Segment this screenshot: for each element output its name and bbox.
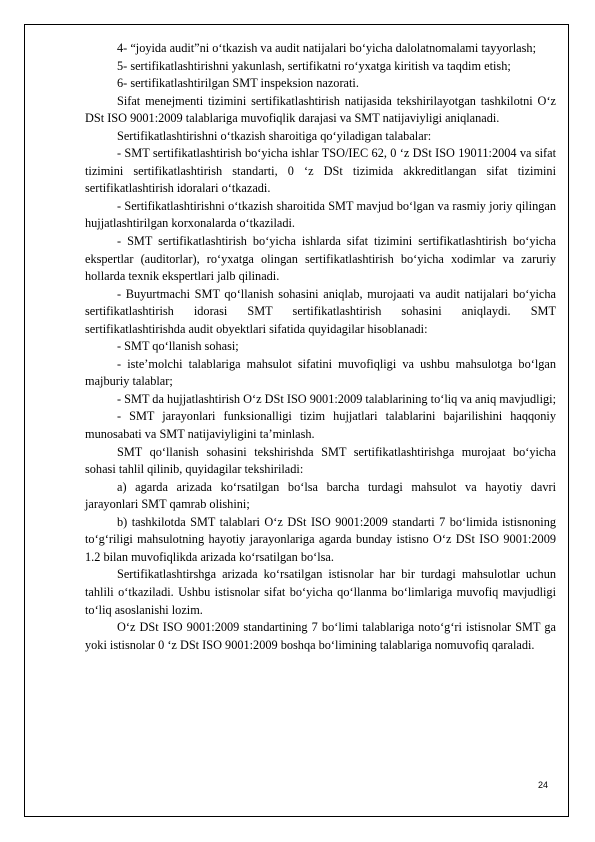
paragraph-requirements-intro: Sertifikatlashtirishni o‘tkazish sharoitiga qo‘yiladigan talabalar: (117, 128, 432, 143)
paragraph-check-b: b) tashkilotda SMT talablari O‘z DSt ISO 9001:2009 standarti 7 bo‘limida istisnoning to‘g‘riligi mahsulotning hayotiy jarayonlariga agarda bunday istisno O‘z DSt ISO 9001:2009 1.2 bilan muvofiqlikda arizada ko‘rsatilgan bo‘lsa. (85, 514, 556, 564)
paragraph-exclusions-nonconformity: O‘z DSt ISO 9001:2009 standartining 7 bo‘limi talablariga noto‘g‘ri istisnolar SMT ga yoki istisnolar 0 ‘z DSt ISO 9001:2009 boshqa bo‘limining talablariga nomuvofiq qaraladi. (85, 620, 556, 652)
paragraph-certification-result: Sifat menejmenti tizimini sertifikatlashtirish natijasida tekshirilayotgan tashkilotni O‘z DSt ISO 9001:2009 talablariga muvofiqlik darajasi va SMT natijaviyligi aniqlanadi. (85, 93, 556, 126)
paragraph-audit-object-processes: - SMT jarayonlari funksionalligi tizim hujjatlari talablarini bajarilishini haqqoniy munosabati va SMT natijaviyligini ta’minlash. (85, 409, 556, 442)
paragraph-requirement-scope: - Buyurtmachi SMT qo‘llanish sohasini aniqlab, murojaati va audit natijalari bo‘yicha sertifikatlashtirish idorasi SMT sertifikatlashtirish sohasini aniqlaydi. SMT sertifikatlashtirishda audit obyektlari sifatida quyidagilar hisoblanadi: (85, 286, 556, 336)
paragraph-audit-object-consumer: - iste’molchi talablariga mahsulot sifatini muvofiqligi va ushbu mahsulotga bo‘lgan majburiy talablar; (85, 356, 556, 389)
page-number: 24 (538, 780, 549, 790)
paragraph-requirement-enterprises: - Sertifikatlashtirishni o‘tkazish sharoitida SMT mavjud bo‘lgan va rasmiy joriy qilingan hujjatlashtirilgan korxonalarda o‘tkaziladi. (85, 198, 556, 231)
document-body (85, 40, 556, 654)
paragraph-exclusions-analysis: Sertifikatlashtirshga arizada ko‘rsatilgan istisnolar har bir turdagi mahsulotlar uchun tahlili o‘tkaziladi. Ushbu istisnolar sifat bo‘yicha qo‘llanma bo‘limlariga muvofiq mavjudligi to‘liq asoslanishi lozim. (85, 567, 556, 617)
paragraph-requirement-bodies: - SMT sertifikatlashtirish bo‘yicha ishlar TSO/IEC 62, 0 ‘z DSt ISO 19011:2004 va sifat tizimini sertifikatlashtirish standarti, 0 ‘z DSt tizimida akkreditlangan sifat tizimini sertifikatlashtirish idoralari o‘tkazadi. (85, 146, 556, 196)
paragraph-audit-object-documentation: - SMT da hujjatlashtirish O‘z DSt ISO 9001:2009 talablarining to‘liq va aniq mavjudligi; (117, 391, 556, 406)
paragraph-requirement-experts: - SMT sertifikatlashtirish bo‘yicha ishlarda sifat tizimini sertifikatlashtirish bo‘yicha ekspertlar (auditorlar), ro‘yxatga olingan sertifikatlashtirish bo‘yicha xodimlar va zaruriy hollarda texnik ekspertlari jalb qilinadi. (85, 234, 556, 284)
paragraph-step-4: 4- “joyida audit”ni o‘tkazish va audit natijalari bo‘yicha dalolatnomalami tayyorlash; (117, 41, 536, 55)
paragraph-scope-check: SMT qo‘llanish sohasini tekshirishda SMT sertifikatlashtirishga murojaat bo‘yicha sohasi tahlil qilinib, quyidagilar tekshiriladi: (85, 444, 556, 477)
paragraph-audit-object-scope: - SMT qo‘llanish sohasi; (117, 339, 239, 354)
paragraph-check-a: a) agarda arizada ko‘rsatilgan bo‘lsa barcha turdagi mahsulot va hayotiy davri jarayonlari SMT qamrab olishini; (85, 479, 556, 512)
paragraph-step-6: 6- sertifikatlashtirilgan SMT inspeksion nazorati. (117, 76, 359, 91)
paragraph-step-5: 5- sertifikatlashtirishni yakunlash, sertifikatni ro‘yxatga kiritish va taqdim etish; (117, 58, 511, 73)
